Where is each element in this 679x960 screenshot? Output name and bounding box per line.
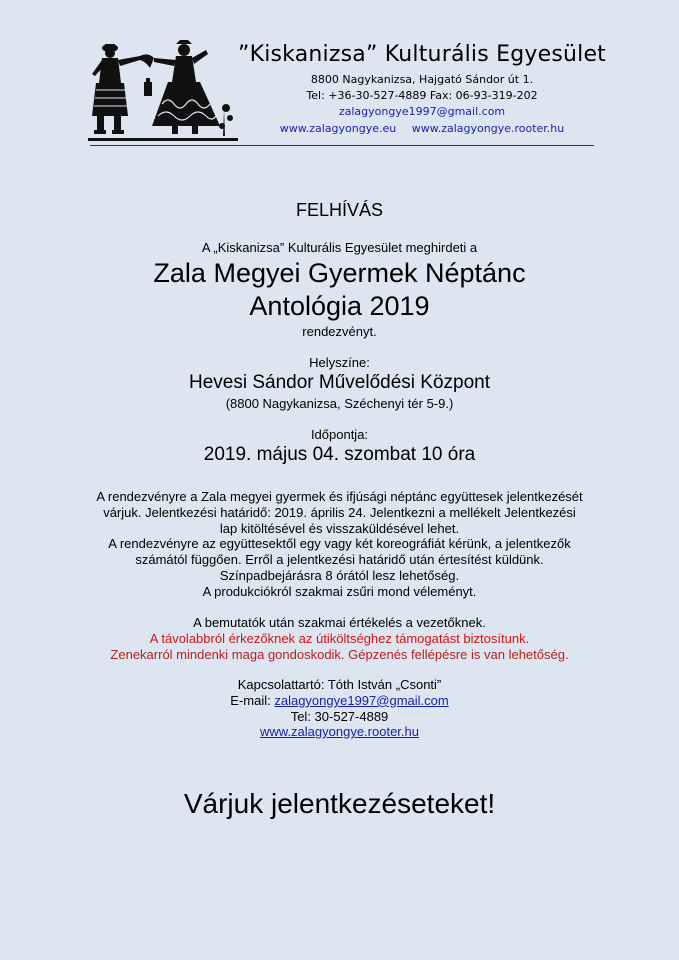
contact-email-label: E-mail:: [230, 692, 275, 708]
venue-address: (8800 Nagykanizsa, Széchenyi tér 5-9.): [225, 396, 454, 411]
travel-support-note: A távolabbról érkezőknek az útiköltséghez támogatást biztosítunk.: [149, 630, 530, 646]
info-paragraph: [60, 489, 619, 600]
info-line: Színpadbejárásra 8 órától lesz lehetőség.: [219, 567, 460, 583]
org-phone-fax: Tel: +36-30-527-4889 Fax: 06-93-319-202: [306, 89, 538, 102]
info-line: várjuk. Jelentkezési határidő: 2019. április 24. Jelentkezni a mellékelt Jelentkezési: [103, 504, 576, 520]
contact-website-link[interactable]: www.zalagyongye.rooter.hu: [260, 724, 419, 740]
info-line: számától függően. Erről a jelentkezési határidő után értesítést küldünk.: [135, 552, 544, 568]
music-note: Zenekarról mindenki maga gondoskodik. Gépzenés fellépésre is van lehetőség.: [110, 646, 569, 662]
date-label: Időpontja:: [310, 427, 369, 442]
org-address: 8800 Nagykanizsa, Hajgató Sándor út 1.: [310, 73, 534, 86]
info-line: A rendezvényre a Zala megyei gyermek és ifjúsági néptánc együttesek jelentkezését: [96, 489, 583, 504]
folk-dancers-logo: [88, 38, 238, 142]
info-line: A rendezvényre az együttesektől egy vagy két koreográfiát kérünk, a jelentkezők: [108, 536, 571, 552]
contact-person: Kapcsolattartó: Tóth István „Csonti”: [237, 677, 442, 692]
header-divider: [90, 145, 594, 146]
contact-block: [60, 677, 619, 740]
extra-notes: [60, 615, 619, 662]
org-websites: [232, 122, 612, 135]
info-line: A produkciókról szakmai zsűri mond véleményt.: [202, 583, 477, 599]
org-email[interactable]: zalagyongye1997@gmail.com: [338, 105, 506, 118]
org-website-1[interactable]: www.zalagyongye.eu: [279, 122, 397, 135]
org-header: [232, 42, 612, 135]
event-word: rendezvényt.: [302, 324, 377, 339]
venue-name: Hevesi Sándor Művelődési Központ: [188, 372, 490, 393]
closing-message: Várjuk jelentkezéseteket!: [183, 788, 496, 819]
contact-email-row: [60, 693, 619, 709]
evaluation-note: A bemutatók után szakmai értékelés a vezetőknek.: [193, 615, 486, 630]
info-line: lap kitöltésével és visszaküldésével lehet.: [219, 520, 460, 536]
org-website-2[interactable]: www.zalagyongye.rooter.hu: [411, 122, 565, 135]
notice-intro: A „Kiskanizsa” Kulturális Egyesület meghirdeti a: [201, 240, 478, 255]
event-title-line-1: Zala Megyei Gyermek Néptánc: [153, 258, 526, 288]
contact-email-link[interactable]: zalagyongye1997@gmail.com: [274, 692, 449, 708]
contact-phone: Tel: 30-527-4889: [290, 708, 389, 724]
date-value: 2019. május 04. szombat 10 óra: [203, 444, 476, 465]
notice-heading: FELHÍVÁS: [295, 200, 384, 220]
org-name: ”Kiskanizsa” Kulturális Egyesület: [237, 42, 607, 67]
event-title-line-2: Antológia 2019: [249, 291, 430, 321]
venue-label: Helyszíne:: [309, 355, 370, 370]
